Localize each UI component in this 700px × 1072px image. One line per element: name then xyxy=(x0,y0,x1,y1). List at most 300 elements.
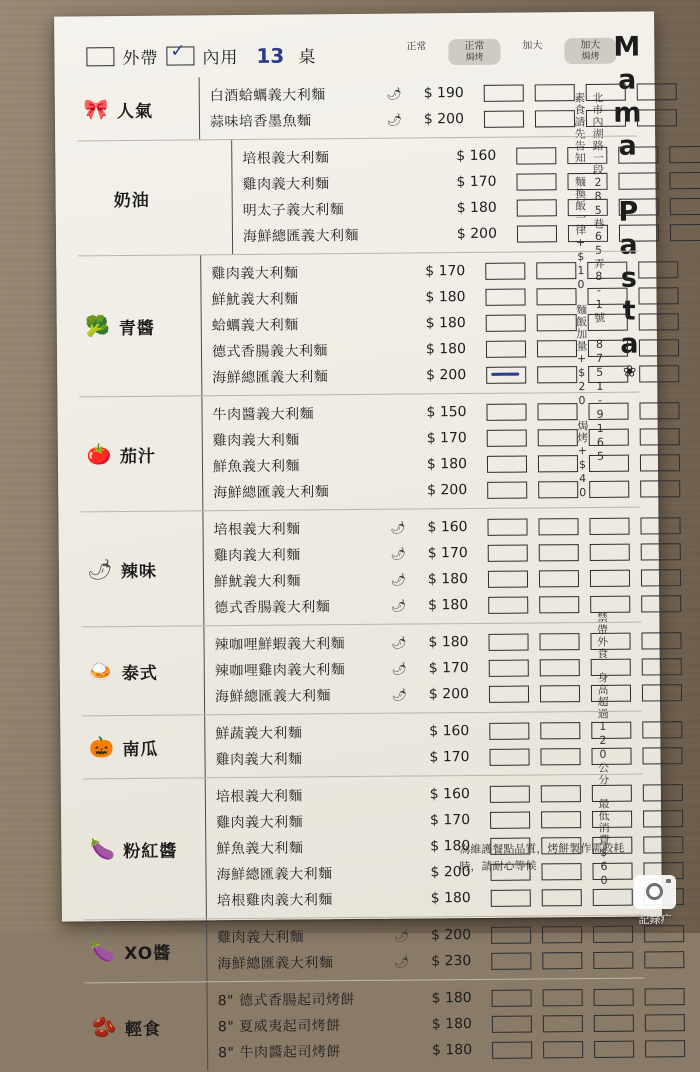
order-checkbox-4[interactable] xyxy=(640,480,680,497)
order-checkbox-1[interactable] xyxy=(487,518,527,535)
item-name: 海鮮總匯義大利麵 xyxy=(205,685,385,707)
order-checkbox-1[interactable] xyxy=(489,748,529,765)
item-price: $ 170 xyxy=(434,174,502,191)
order-checkbox-2[interactable] xyxy=(567,146,607,163)
order-checkbox-1[interactable] xyxy=(488,596,528,613)
chili-icon: 🌶 xyxy=(387,955,409,969)
menu-item-row xyxy=(233,193,700,223)
item-price: $ 180 xyxy=(405,456,473,473)
order-checkbox-group xyxy=(478,988,685,1007)
category-5 xyxy=(80,511,203,626)
order-checkbox-3[interactable] xyxy=(588,313,628,330)
item-price: $ 180 xyxy=(410,990,478,1007)
order-checkbox-2[interactable] xyxy=(539,570,579,587)
item-name: 德式香腸義大利麵 xyxy=(202,340,382,362)
brand-name: Mama Pasta❀ xyxy=(611,32,645,383)
dinein-label: 內用 xyxy=(202,43,238,68)
menu-item-row xyxy=(205,742,682,772)
item-price: $ 200 xyxy=(407,686,475,703)
order-checkbox-group xyxy=(470,83,677,102)
tomato-icon: 🍅 xyxy=(84,441,114,467)
order-checkbox-4[interactable] xyxy=(637,109,677,126)
item-name: 辣咖哩雞肉義大利麵 xyxy=(205,659,385,681)
menu-item-row xyxy=(205,679,682,709)
order-checkbox-1[interactable] xyxy=(488,544,528,561)
order-checkbox-group xyxy=(502,171,700,190)
chili-icon: 🌶 xyxy=(387,929,409,943)
category-label: 茄汁 xyxy=(120,441,156,466)
order-checkbox-4[interactable] xyxy=(640,428,680,445)
order-checkbox-3[interactable] xyxy=(594,1040,634,1057)
brand-footer: 禁帶外食 身高超過120公分 最低消費$60 xyxy=(593,612,611,888)
pumpkin-icon: 🎃 xyxy=(86,734,116,760)
order-checkbox-4[interactable] xyxy=(643,784,683,801)
order-checkbox-group xyxy=(470,109,677,128)
menu-section xyxy=(77,136,638,256)
order-checkbox-4[interactable] xyxy=(669,171,700,188)
order-checkbox-3[interactable] xyxy=(594,1014,634,1031)
menu-section xyxy=(84,915,645,983)
category-label: 辣味 xyxy=(121,556,157,581)
dinein-checkbox[interactable] xyxy=(166,46,194,65)
item-name: 鮮蔬義大利麵 xyxy=(205,722,385,744)
clover-icon: ❀ xyxy=(620,362,639,383)
order-checkbox-2[interactable] xyxy=(540,659,580,676)
order-checkbox-2[interactable] xyxy=(536,262,576,279)
order-checkbox-2[interactable] xyxy=(537,403,577,420)
menu-section xyxy=(81,622,642,716)
item-name: 雞肉義大利麵 xyxy=(204,544,384,566)
item-price: $ 180 xyxy=(435,200,503,217)
order-checkbox-2[interactable] xyxy=(539,633,579,650)
item-name: 明太子義大利麵 xyxy=(233,199,413,221)
item-name: 雞肉義大利麵 xyxy=(205,748,385,770)
item-price: $ 180 xyxy=(406,571,474,588)
order-checkbox-4[interactable] xyxy=(641,632,681,649)
order-checkbox-2[interactable] xyxy=(538,481,578,498)
item-name: 白酒蛤蠣義大利麵 xyxy=(200,84,380,106)
item-price: $ 200 xyxy=(404,367,472,384)
chili-icon: 🌶 xyxy=(384,573,406,587)
order-checkbox-4[interactable] xyxy=(642,658,682,675)
order-checkbox-group xyxy=(503,197,700,216)
menu-section xyxy=(84,978,645,1072)
item-list xyxy=(201,392,680,510)
item-name: 培根義大利麵 xyxy=(232,147,412,169)
item-price: $ 180 xyxy=(404,315,472,332)
order-checkbox-2[interactable] xyxy=(541,811,581,828)
item-price: $ 180 xyxy=(403,289,471,306)
order-checkbox-2[interactable] xyxy=(537,340,577,357)
order-checkbox-1[interactable] xyxy=(484,84,524,101)
order-checkbox-2[interactable] xyxy=(535,84,575,101)
order-checkbox-4[interactable] xyxy=(642,684,682,701)
item-list xyxy=(206,915,685,981)
order-checkbox-1[interactable] xyxy=(488,570,528,587)
order-checkbox-3[interactable] xyxy=(593,925,633,942)
category-label: 南瓜 xyxy=(122,734,158,759)
order-checkbox-3[interactable] xyxy=(618,172,658,189)
item-name: 海鮮總匯義大利麵 xyxy=(206,863,386,885)
chili-icon: 🌶 xyxy=(384,547,406,561)
order-checkbox-1[interactable] xyxy=(516,173,556,190)
item-price: $ 170 xyxy=(407,660,475,677)
item-price: $ 170 xyxy=(407,749,475,766)
order-checkbox-3[interactable] xyxy=(588,339,628,356)
takeout-checkbox[interactable] xyxy=(86,47,114,66)
category-1 xyxy=(77,77,200,140)
item-price: $ 180 xyxy=(410,1042,478,1059)
order-checkbox-3[interactable] xyxy=(619,224,659,241)
order-checkbox-1[interactable] xyxy=(491,952,531,969)
order-checkbox-1[interactable] xyxy=(485,262,525,279)
item-price: $ 180 xyxy=(408,838,476,855)
item-name: 海鮮總匯義大利麵 xyxy=(202,366,382,388)
order-checkbox-2[interactable] xyxy=(540,722,580,739)
order-checkbox-3[interactable] xyxy=(618,146,658,163)
order-checkbox-group xyxy=(475,747,682,766)
category-label: 粉紅醬 xyxy=(123,836,177,861)
item-list xyxy=(200,251,679,395)
order-checkbox-group xyxy=(475,684,682,703)
order-checkbox-4[interactable] xyxy=(644,925,684,942)
item-name: 海鮮總匯義大利麵 xyxy=(207,952,387,974)
order-checkbox-3[interactable] xyxy=(589,480,629,497)
order-checkbox-group xyxy=(477,951,684,970)
order-checkbox-2[interactable] xyxy=(568,198,608,215)
curry-icon: 🍛 xyxy=(86,658,116,684)
category-6 xyxy=(81,626,204,715)
category-label: 奶油 xyxy=(114,185,150,210)
order-checkbox-3[interactable] xyxy=(591,684,631,701)
order-checkbox-2[interactable] xyxy=(536,288,576,305)
order-checkbox-1[interactable] xyxy=(486,366,526,383)
order-checkbox-2[interactable] xyxy=(542,952,582,969)
menu-item-row xyxy=(207,883,684,913)
order-checkbox-4[interactable] xyxy=(643,836,683,853)
order-checkbox-2[interactable] xyxy=(543,1041,583,1058)
order-checkbox-4[interactable] xyxy=(642,747,682,764)
item-price: $ 200 xyxy=(409,927,477,944)
order-checkbox-1[interactable] xyxy=(517,225,557,242)
chili-icon: 🌶 xyxy=(385,688,407,702)
order-checkbox-group xyxy=(502,145,700,164)
order-checkbox-4[interactable] xyxy=(639,365,679,382)
order-type-row xyxy=(86,42,316,69)
item-price: $ 180 xyxy=(409,890,477,907)
order-checkbox-1[interactable] xyxy=(516,147,556,164)
order-checkbox-1[interactable] xyxy=(486,340,526,357)
order-checkbox-4[interactable] xyxy=(637,83,677,100)
broccoli-icon: 🥦 xyxy=(83,313,113,339)
order-checkbox-3[interactable] xyxy=(588,402,628,419)
item-price: $ 180 xyxy=(404,341,472,358)
item-price: $ 200 xyxy=(435,226,503,243)
order-checkbox-1[interactable] xyxy=(490,785,530,802)
item-list xyxy=(203,622,682,714)
order-checkbox-4[interactable] xyxy=(644,951,684,968)
order-checkbox-group xyxy=(473,454,680,473)
order-checkbox-2[interactable] xyxy=(538,518,578,535)
takeout-label: 外帶 xyxy=(122,44,158,69)
category-3 xyxy=(78,255,201,396)
order-checkbox-2[interactable] xyxy=(567,172,607,189)
order-checkbox-2[interactable] xyxy=(543,989,583,1006)
column-header-normal-baked: 正常 焗烤 xyxy=(448,39,500,65)
order-checkbox-1[interactable] xyxy=(489,659,529,676)
order-checkbox-4[interactable] xyxy=(670,197,700,214)
order-checkbox-3[interactable] xyxy=(590,569,630,586)
order-checkbox-2[interactable] xyxy=(535,110,575,127)
chili-icon: 🌶 xyxy=(380,113,402,127)
item-price: $ 160 xyxy=(408,786,476,803)
order-checkbox-group xyxy=(471,287,678,306)
category-label: 輕食 xyxy=(125,1014,161,1039)
order-checkbox-group xyxy=(476,784,683,803)
item-name: 牛肉醬義大利麵 xyxy=(202,403,382,425)
chili-icon: 🌶 xyxy=(383,521,405,535)
watermark xyxy=(618,875,692,927)
item-name: 8" 牛肉醬起司烤餅 xyxy=(208,1041,388,1063)
order-checkbox-3[interactable] xyxy=(587,261,627,278)
order-checkbox-group xyxy=(478,1014,685,1033)
item-price: $ 160 xyxy=(434,148,502,165)
item-name: 雞肉義大利麵 xyxy=(207,926,387,948)
order-checkbox-2[interactable] xyxy=(537,366,577,383)
item-price: $ 150 xyxy=(404,404,472,421)
category-4 xyxy=(79,396,202,511)
item-name: 德式香腸義大利麵 xyxy=(204,596,384,618)
order-checkbox-2[interactable] xyxy=(542,926,582,943)
order-checkbox-1[interactable] xyxy=(489,722,529,739)
item-name: 培根義大利麵 xyxy=(206,785,386,807)
item-name: 海鮮總匯義大利麵 xyxy=(203,481,383,503)
item-price: $ 160 xyxy=(405,519,473,536)
order-checkbox-3[interactable] xyxy=(586,83,626,100)
item-list xyxy=(199,73,678,139)
item-price: $ 180 xyxy=(406,597,474,614)
item-price: $ 170 xyxy=(408,812,476,829)
eggplant-icon: 🍆 xyxy=(88,938,118,964)
order-checkbox-3[interactable] xyxy=(590,632,630,649)
order-checkbox-1[interactable] xyxy=(489,685,529,702)
order-checkbox-group xyxy=(473,428,680,447)
order-checkbox-1[interactable] xyxy=(492,1041,532,1058)
menu-item-row xyxy=(232,141,700,171)
order-checkbox-3[interactable] xyxy=(590,595,630,612)
table-number[interactable]: 13 xyxy=(256,43,284,67)
order-checkbox-group xyxy=(475,658,682,677)
item-price: $ 180 xyxy=(410,1016,478,1033)
order-checkbox-4[interactable] xyxy=(641,595,681,612)
order-checkbox-1[interactable] xyxy=(487,481,527,498)
order-checkbox-2[interactable] xyxy=(540,685,580,702)
table-label: 桌 xyxy=(298,42,316,67)
item-price: $ 170 xyxy=(406,545,474,562)
category-2 xyxy=(77,140,232,255)
item-price: $ 180 xyxy=(406,634,474,651)
order-checkbox-1[interactable] xyxy=(486,403,526,420)
menu-section xyxy=(78,251,639,397)
item-name: 8" 德式香腸起司烤餅 xyxy=(208,989,388,1011)
order-checkbox-3[interactable] xyxy=(587,287,627,304)
menu-item-row xyxy=(232,167,700,197)
order-checkbox-4[interactable] xyxy=(639,339,679,356)
order-checkbox-group xyxy=(473,517,680,536)
order-checkbox-group xyxy=(471,261,678,280)
order-checkbox-1[interactable] xyxy=(487,429,527,446)
order-checkbox-3[interactable] xyxy=(586,109,626,126)
order-checkbox-3[interactable] xyxy=(591,658,631,675)
order-checkbox-4[interactable] xyxy=(643,810,683,827)
order-checkbox-3[interactable] xyxy=(592,784,632,801)
order-checkbox-4[interactable] xyxy=(641,543,681,560)
category-10 xyxy=(85,982,208,1071)
order-checkbox-1[interactable] xyxy=(517,199,557,216)
item-list xyxy=(202,507,681,625)
order-checkbox-4[interactable] xyxy=(638,287,678,304)
order-checkbox-1[interactable] xyxy=(491,889,531,906)
category-label: 青醬 xyxy=(119,313,155,338)
category-9 xyxy=(84,919,207,982)
item-price: $ 160 xyxy=(407,723,475,740)
bottom-note: 為維護餐點品質，烤餅製作需較耗時，請耐心等候 xyxy=(459,839,629,876)
order-checkbox-3[interactable] xyxy=(588,365,628,382)
order-checkbox-1[interactable] xyxy=(486,314,526,331)
menu-section xyxy=(79,392,640,512)
order-checkbox-2[interactable] xyxy=(568,224,608,241)
camera-icon xyxy=(634,875,676,909)
order-checkbox-2[interactable] xyxy=(539,544,579,561)
order-checkbox-group xyxy=(472,365,679,384)
column-header-large-baked: 加大 焗烤 xyxy=(564,38,616,64)
menu-item-row xyxy=(203,475,680,505)
order-checkbox-1[interactable] xyxy=(488,633,528,650)
ribbon-icon: 🎀 xyxy=(81,96,111,122)
order-checkbox-1[interactable] xyxy=(484,110,524,127)
order-checkbox-3[interactable] xyxy=(589,454,629,471)
order-checkbox-3[interactable] xyxy=(619,198,659,215)
chili-icon: 🌶 xyxy=(384,599,406,613)
item-price: $ 200 xyxy=(402,111,470,128)
order-checkbox-3[interactable] xyxy=(591,747,631,764)
item-name: 鮮魚義大利麵 xyxy=(203,455,383,477)
brand-notice: 素食請先告知 麵換飯一律+$10 麵飯加量+$20 焗烤+$40 xyxy=(571,92,591,500)
order-checkbox-group xyxy=(503,223,700,242)
order-checkbox-3[interactable] xyxy=(592,810,632,827)
item-name: 海鮮總匯義大利麵 xyxy=(233,225,413,247)
order-checkbox-4[interactable] xyxy=(645,1040,685,1057)
order-checkbox-3[interactable] xyxy=(589,428,629,445)
order-checkbox-2[interactable] xyxy=(543,1015,583,1032)
menu-item-row xyxy=(204,590,681,620)
order-checkbox-3[interactable] xyxy=(589,517,629,534)
item-name: 雞肉義大利麵 xyxy=(206,811,386,833)
menu-item-row xyxy=(200,104,677,134)
chili-icon: 🌶 xyxy=(380,87,402,101)
item-price: $ 190 xyxy=(402,85,470,102)
category-7 xyxy=(82,715,205,778)
order-checkbox-4[interactable] xyxy=(639,402,679,419)
paper-menu xyxy=(54,11,662,921)
order-checkbox-1[interactable] xyxy=(491,926,531,943)
order-checkbox-1[interactable] xyxy=(487,455,527,472)
menu-section xyxy=(82,711,643,779)
category-label: XO醬 xyxy=(124,938,171,963)
order-checkbox-3[interactable] xyxy=(591,721,631,738)
order-checkbox-group xyxy=(472,402,679,421)
order-checkbox-group xyxy=(474,569,681,588)
order-checkbox-4[interactable] xyxy=(642,721,682,738)
order-checkbox-1[interactable] xyxy=(492,1015,532,1032)
order-checkbox-2[interactable] xyxy=(538,429,578,446)
order-checkbox-4[interactable] xyxy=(639,313,679,330)
menu-item-row xyxy=(202,360,679,390)
order-checkbox-3[interactable] xyxy=(593,951,633,968)
category-label: 人氣 xyxy=(117,96,153,121)
order-checkbox-4[interactable] xyxy=(638,261,678,278)
order-checkbox-group xyxy=(473,480,680,499)
order-checkbox-1[interactable] xyxy=(485,288,525,305)
menu-item-row xyxy=(207,946,684,976)
order-checkbox-group xyxy=(477,925,684,944)
eggplant-icon: 🍆 xyxy=(87,836,117,862)
order-checkbox-1[interactable] xyxy=(490,811,530,828)
item-price: $ 200 xyxy=(408,864,476,881)
item-name: 鮮魚義大利麵 xyxy=(206,837,386,859)
order-checkbox-1[interactable] xyxy=(492,989,532,1006)
item-price: $ 170 xyxy=(403,263,471,280)
item-name: 辣咖哩鮮蝦義大利麵 xyxy=(204,633,384,655)
order-checkbox-2[interactable] xyxy=(542,889,582,906)
item-name: 鮮魷義大利麵 xyxy=(204,570,384,592)
order-checkbox-2[interactable] xyxy=(540,748,580,765)
order-checkbox-3[interactable] xyxy=(590,543,630,560)
category-8 xyxy=(83,778,206,919)
order-checkbox-4[interactable] xyxy=(641,569,681,586)
order-checkbox-group xyxy=(474,543,681,562)
item-price: $ 200 xyxy=(405,482,473,499)
item-name: 蒜味培香墨魚麵 xyxy=(200,110,380,132)
category-label: 泰式 xyxy=(122,658,158,683)
item-name: 培根義大利麵 xyxy=(203,518,383,540)
order-checkbox-2[interactable] xyxy=(539,596,579,613)
order-checkbox-4[interactable] xyxy=(645,988,685,1005)
brand-address: 北市內湖路一段285巷65弄8-1號 8751-9165 xyxy=(589,92,608,464)
order-checkbox-2[interactable] xyxy=(541,785,581,802)
order-checkbox-4[interactable] xyxy=(645,1014,685,1031)
order-checkbox-2[interactable] xyxy=(537,314,577,331)
bean-icon: 🫘 xyxy=(89,1014,119,1040)
item-name: 雞肉義大利麵 xyxy=(203,429,383,451)
order-checkbox-4[interactable] xyxy=(640,517,680,534)
order-checkbox-group xyxy=(472,313,679,332)
item-list xyxy=(231,136,700,254)
item-name: 雞肉義大利麵 xyxy=(232,173,412,195)
menu-item-row xyxy=(233,219,700,249)
order-checkbox-4[interactable] xyxy=(640,454,680,471)
order-checkbox-group xyxy=(478,1040,685,1059)
column-header-large: 加大 xyxy=(506,40,558,52)
order-checkbox-group xyxy=(474,595,681,614)
order-checkbox-4[interactable] xyxy=(669,145,700,162)
order-checkbox-3[interactable] xyxy=(594,988,634,1005)
order-checkbox-group xyxy=(472,339,679,358)
item-price: $ 170 xyxy=(405,430,473,447)
order-checkbox-4[interactable] xyxy=(670,223,700,240)
order-checkbox-2[interactable] xyxy=(538,455,578,472)
item-list xyxy=(206,978,685,1070)
